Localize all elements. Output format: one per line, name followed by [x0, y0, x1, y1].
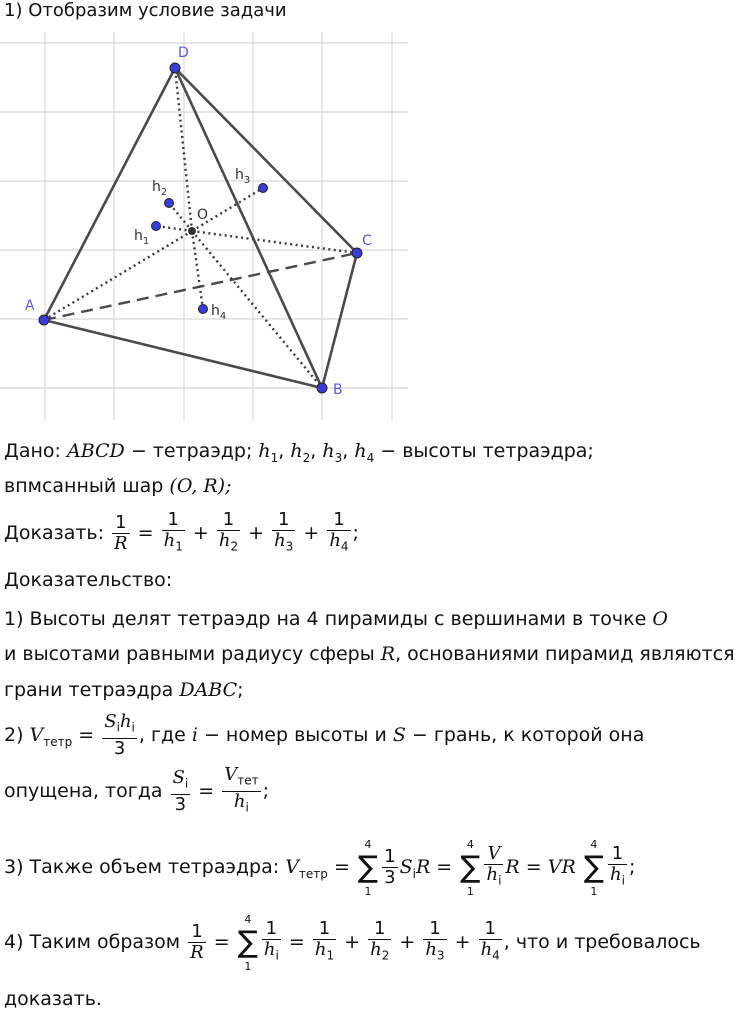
- label-h3: $h_3$: [235, 167, 251, 186]
- point-h1: [152, 222, 161, 231]
- label-b: B: [333, 382, 343, 398]
- step3-line: 3) Также объем тетраэдра: $V_{тетр}$ = 4 ∑ 1 $\frac{1}{3}$ $S_iR$ = 4 ∑ 1 $\frac{V}{h_i}$ R = VR 4 ∑ 1 $\frac{1}{h_i}$ ;: [4, 837, 636, 898]
- prove-line: Доказать: $\frac{1}{R}$ = $\frac{1}{h_1}$ + $\frac{1}{h_2}$ + $\frac{1}{h_3}$ + $\frac{1}{h_4}$ ;: [4, 509, 359, 554]
- step4-line-2: доказать.: [4, 988, 102, 1010]
- given-line-1: Дано: ABCD − тетраэдр; $h_1$, $h_2$, $h_3$, $h_4$ − высоты тетраэдра;: [4, 440, 594, 465]
- label-o: O: [197, 207, 209, 223]
- point-o: [188, 227, 196, 235]
- given-line-2: впмсанный шар (O, R);: [4, 475, 232, 497]
- step1-line-3: грани тетраэдра DABC;: [4, 679, 244, 701]
- point-h2: [165, 199, 174, 208]
- point-h3: [259, 184, 268, 193]
- background-grid: [0, 32, 408, 420]
- section-heading: 1) Отобразим условие задачи: [4, 0, 287, 21]
- point-b: [317, 383, 327, 393]
- label-d: D: [178, 45, 189, 61]
- step1-line-2: и высотами равными радиусу сферы R, основаниями пирамид являются: [4, 643, 735, 665]
- tetrahedron-edges: [44, 68, 357, 388]
- point-c: [352, 248, 362, 258]
- point-h4: [199, 305, 208, 314]
- tetrahedron-figure: [0, 22, 700, 442]
- step2-line-2: опущена, тогда $\frac{S_i}{3}$ = $\frac{V_{тет}}{h_i}$ ;: [4, 764, 269, 815]
- proof-heading: Доказательство:: [4, 569, 173, 591]
- label-a: A: [25, 298, 35, 314]
- step2-line-1: 2) $V_{тетр}$ = $\frac{S_ih_i}{3}$ , где i − номер высоты и S − грань, к которой она: [4, 711, 645, 759]
- fraction-1-over-r: $\frac{1}{R}$: [114, 512, 128, 554]
- point-d: [170, 63, 180, 73]
- label-h4: $h_4$: [211, 303, 227, 322]
- step1-line-1: 1) Высоты делят тетраэдр на 4 пирамиды с вершинами в точке O: [4, 608, 668, 630]
- label-c: C: [362, 233, 372, 249]
- label-h2: $h_2$: [152, 179, 168, 198]
- step4-line-1: 4) Таким образом $\frac{1}{R}$ = 4 ∑ 1 $\frac{1}{h_i}$ = $\frac{1}{h_1}$ + $\frac{1}{h_2}$ + $\frac{1}{h_3}$ + $\frac{1}{h_4}$ , что и требовалось: [4, 912, 701, 973]
- point-a: [39, 315, 49, 325]
- label-h1: $h_1$: [134, 228, 150, 247]
